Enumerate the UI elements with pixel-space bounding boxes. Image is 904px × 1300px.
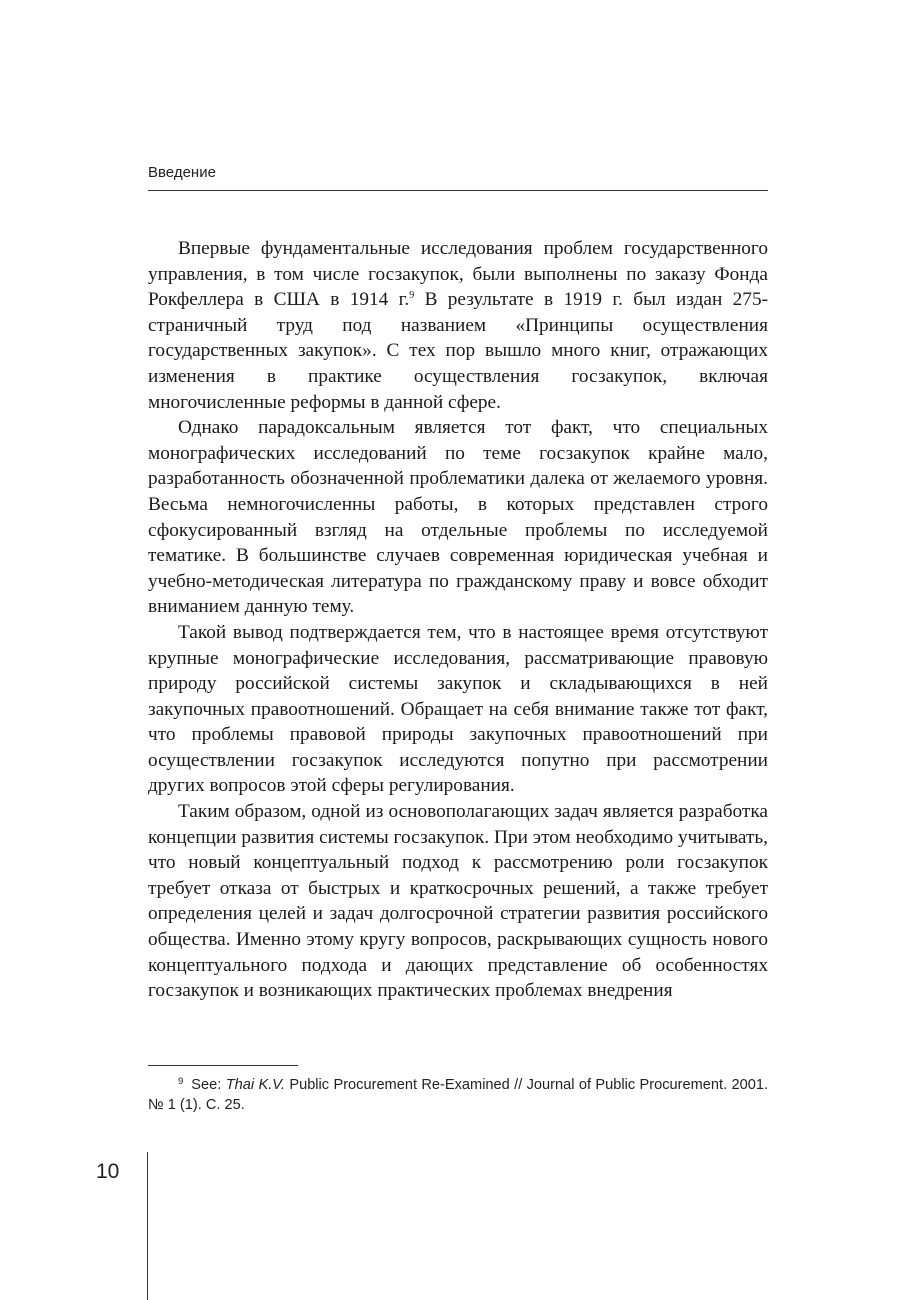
footnote-marker: 9 xyxy=(178,1075,184,1087)
paragraph-4: Таким образом, одной из основополагающих задач является разработка концепции развития системы госзакупок. При этом необходимо учитывать, что новый концептуальный подход к рассмотрению роли госзакупок требует отказа от быстрых и краткосрочных решений, а также требует определения целей и задач долгосрочной стратегии развития российского общества. Именно этому кругу вопросов, раскрывающих сущность нового концептуального подхода и дающих представление об особенностях госзакупок и возникающих практических проблемах внедрения xyxy=(148,801,768,1002)
page-number: 10 xyxy=(96,1160,120,1183)
paragraph-2: Однако парадоксальным является тот факт, что специальных монографических исследований по теме госзакупок крайне мало, разработанность обозначенной проблематики далека от желаемого уровня. Весьма немногочисленны работы, в которых представлен строго сфокусированный взгляд на отдельные проблемы по исследуемой тематике. В большинстве случаев современная юридическая учебная и учебно-методическая литература по гражданскому праву и вовсе обходит вниманием данную тему. xyxy=(148,417,768,618)
footnote xyxy=(148,1075,768,1115)
paragraph-1 xyxy=(148,236,768,415)
margin-rule xyxy=(147,1152,148,1300)
body-text xyxy=(148,236,768,1004)
footnote-citation: Public Procurement Re-Examined // Journal of Public Procurement. 2001. № 1 (1). С. 25. xyxy=(148,1077,769,1113)
paragraph-1-continuation: В результате в 1919 г. был издан 275-страничный труд под названием «Принципы осуществления государственных закупок». С тех пор вышло много книг, отражающих изменения в практике осуществления госзакупок, включая многочисленные реформы в данной сфере. xyxy=(148,289,769,413)
running-head: Введение xyxy=(148,164,216,181)
paragraph-1-text: Впервые фундаментальные исследования проблем государственного управления, в том числе госзакупок, были выполнены по заказу Фонда Рокфеллера в США в 1914 г. xyxy=(148,238,768,311)
footnote-reference[interactable]: 9 xyxy=(409,290,415,302)
header-rule xyxy=(148,190,768,191)
paragraph-3: Такой вывод подтверждается тем, что в настоящее время отсутствуют крупные монографические исследования, рассматривающие правовую природу российской системы закупок и складывающихся в ней закупочных правоотношений. Обращает на себя внимание также тот факт, что проблемы правовой природы закупочных правоотношений при осуществлении госзакупок исследуются попутно при рассмотрении других вопросов этой сферы регулирования. xyxy=(148,621,768,797)
footnote-rule xyxy=(148,1065,298,1066)
footnote-prefix: See: xyxy=(191,1077,226,1093)
footnote-author: Thai K.V. xyxy=(225,1077,285,1093)
